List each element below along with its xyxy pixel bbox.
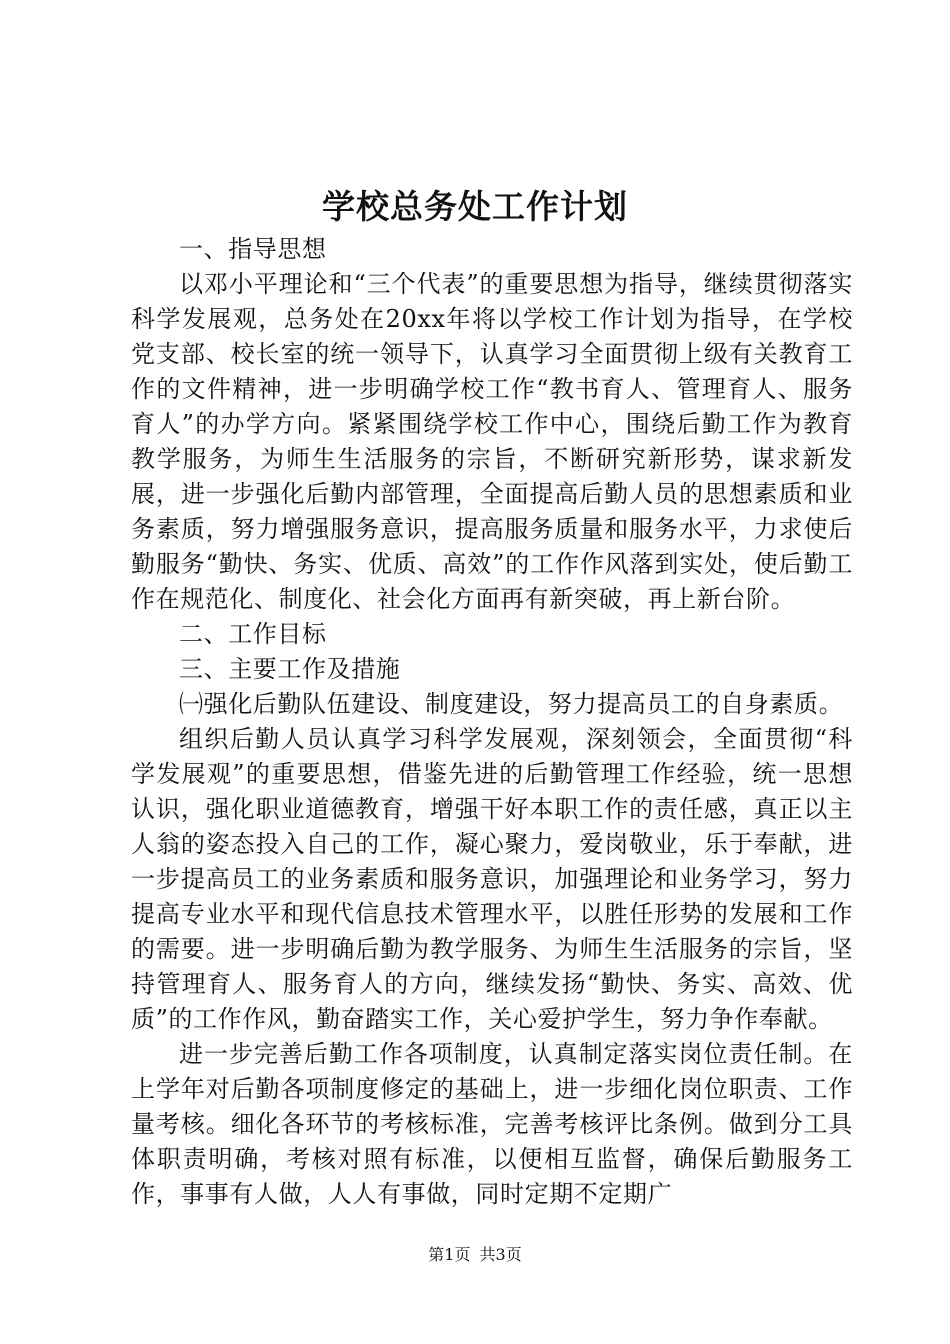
paragraph-system-improvement: 进一步完善后勤工作各项制度，认真制定落实岗位责任制。在上学年对后勤各项制度修定的基础上，进一步细化岗位职责、工作量考核。细化各环节的考核标准，完善考核评比条例。做到分工具体职责明确，考核对照有标准，以便相互监督，确保后勤服务工作，事事有人做，人人有事做，同时定期不定期广 bbox=[131, 1040, 853, 1208]
paragraph-team-training: 组织后勤人员认真学习科学发展观，深刻领会，全面贯彻“科学发展观”的重要思想，借鉴先进的后勤管理工作经验，统一思想认识，强化职业道德教育，增强干好本职工作的责任感，真正以主人翁的姿态投入自己的工作，凝心聚力，爱岗敬业，乐于奉献，进一步提高员工的业务素质和服务意识，加强理论和业务学习，努力提高专业水平和现代信息技术管理水平，以胜任形势的发展和工作的需要。进一步明确后勤为教学服务、为师生生活服务的宗旨，坚持管理育人、服务育人的方向，继续发扬“勤快、务实、高效、优质”的工作作风，勤奋踏实工作，关心爱护学生，努力争作奉献。 bbox=[131, 725, 853, 1033]
document-body bbox=[131, 232, 853, 1212]
document-title: 学校总务处工作计划 bbox=[322, 187, 628, 226]
page-footer bbox=[0, 1244, 950, 1266]
section-heading-main-work: 三、主要工作及措施 bbox=[179, 655, 401, 683]
page-total: 共3页 bbox=[479, 1245, 522, 1264]
section-heading-guiding-ideology: 一、指导思想 bbox=[179, 235, 327, 263]
page-number: 第1页 bbox=[428, 1245, 471, 1264]
section-heading-work-goals: 二、工作目标 bbox=[179, 620, 327, 648]
subsection-heading-team-building: ㈠强化后勤队伍建设、制度建设，努力提高员工的自身素质。 bbox=[179, 690, 844, 718]
paragraph-guiding-ideology: 以邓小平理论和“三个代表”的重要思想为指导，继续贯彻落实科学发展观，总务处在20xx年将以学校工作计划为指导，在学校党支部、校长室的统一领导下，认真学习全面贯彻上级有关教育工作的文件精神，进一步明确学校工作“教书育人、管理育人、服务育人”的办学方向。紧紧围绕学校工作中心，围绕后勤工作为教育教学服务，为师生生活服务的宗旨，不断研究新形势，谋求新发展，进一步强化后勤内部管理，全面提高后勤人员的思想素质和业务素质，努力增强服务意识，提高服务质量和服务水平，力求使后勤服务“勤快、务实、优质、高效”的工作作风落到实处，使后勤工作在规范化、制度化、社会化方面再有新突破，再上新台阶。 bbox=[131, 270, 853, 613]
